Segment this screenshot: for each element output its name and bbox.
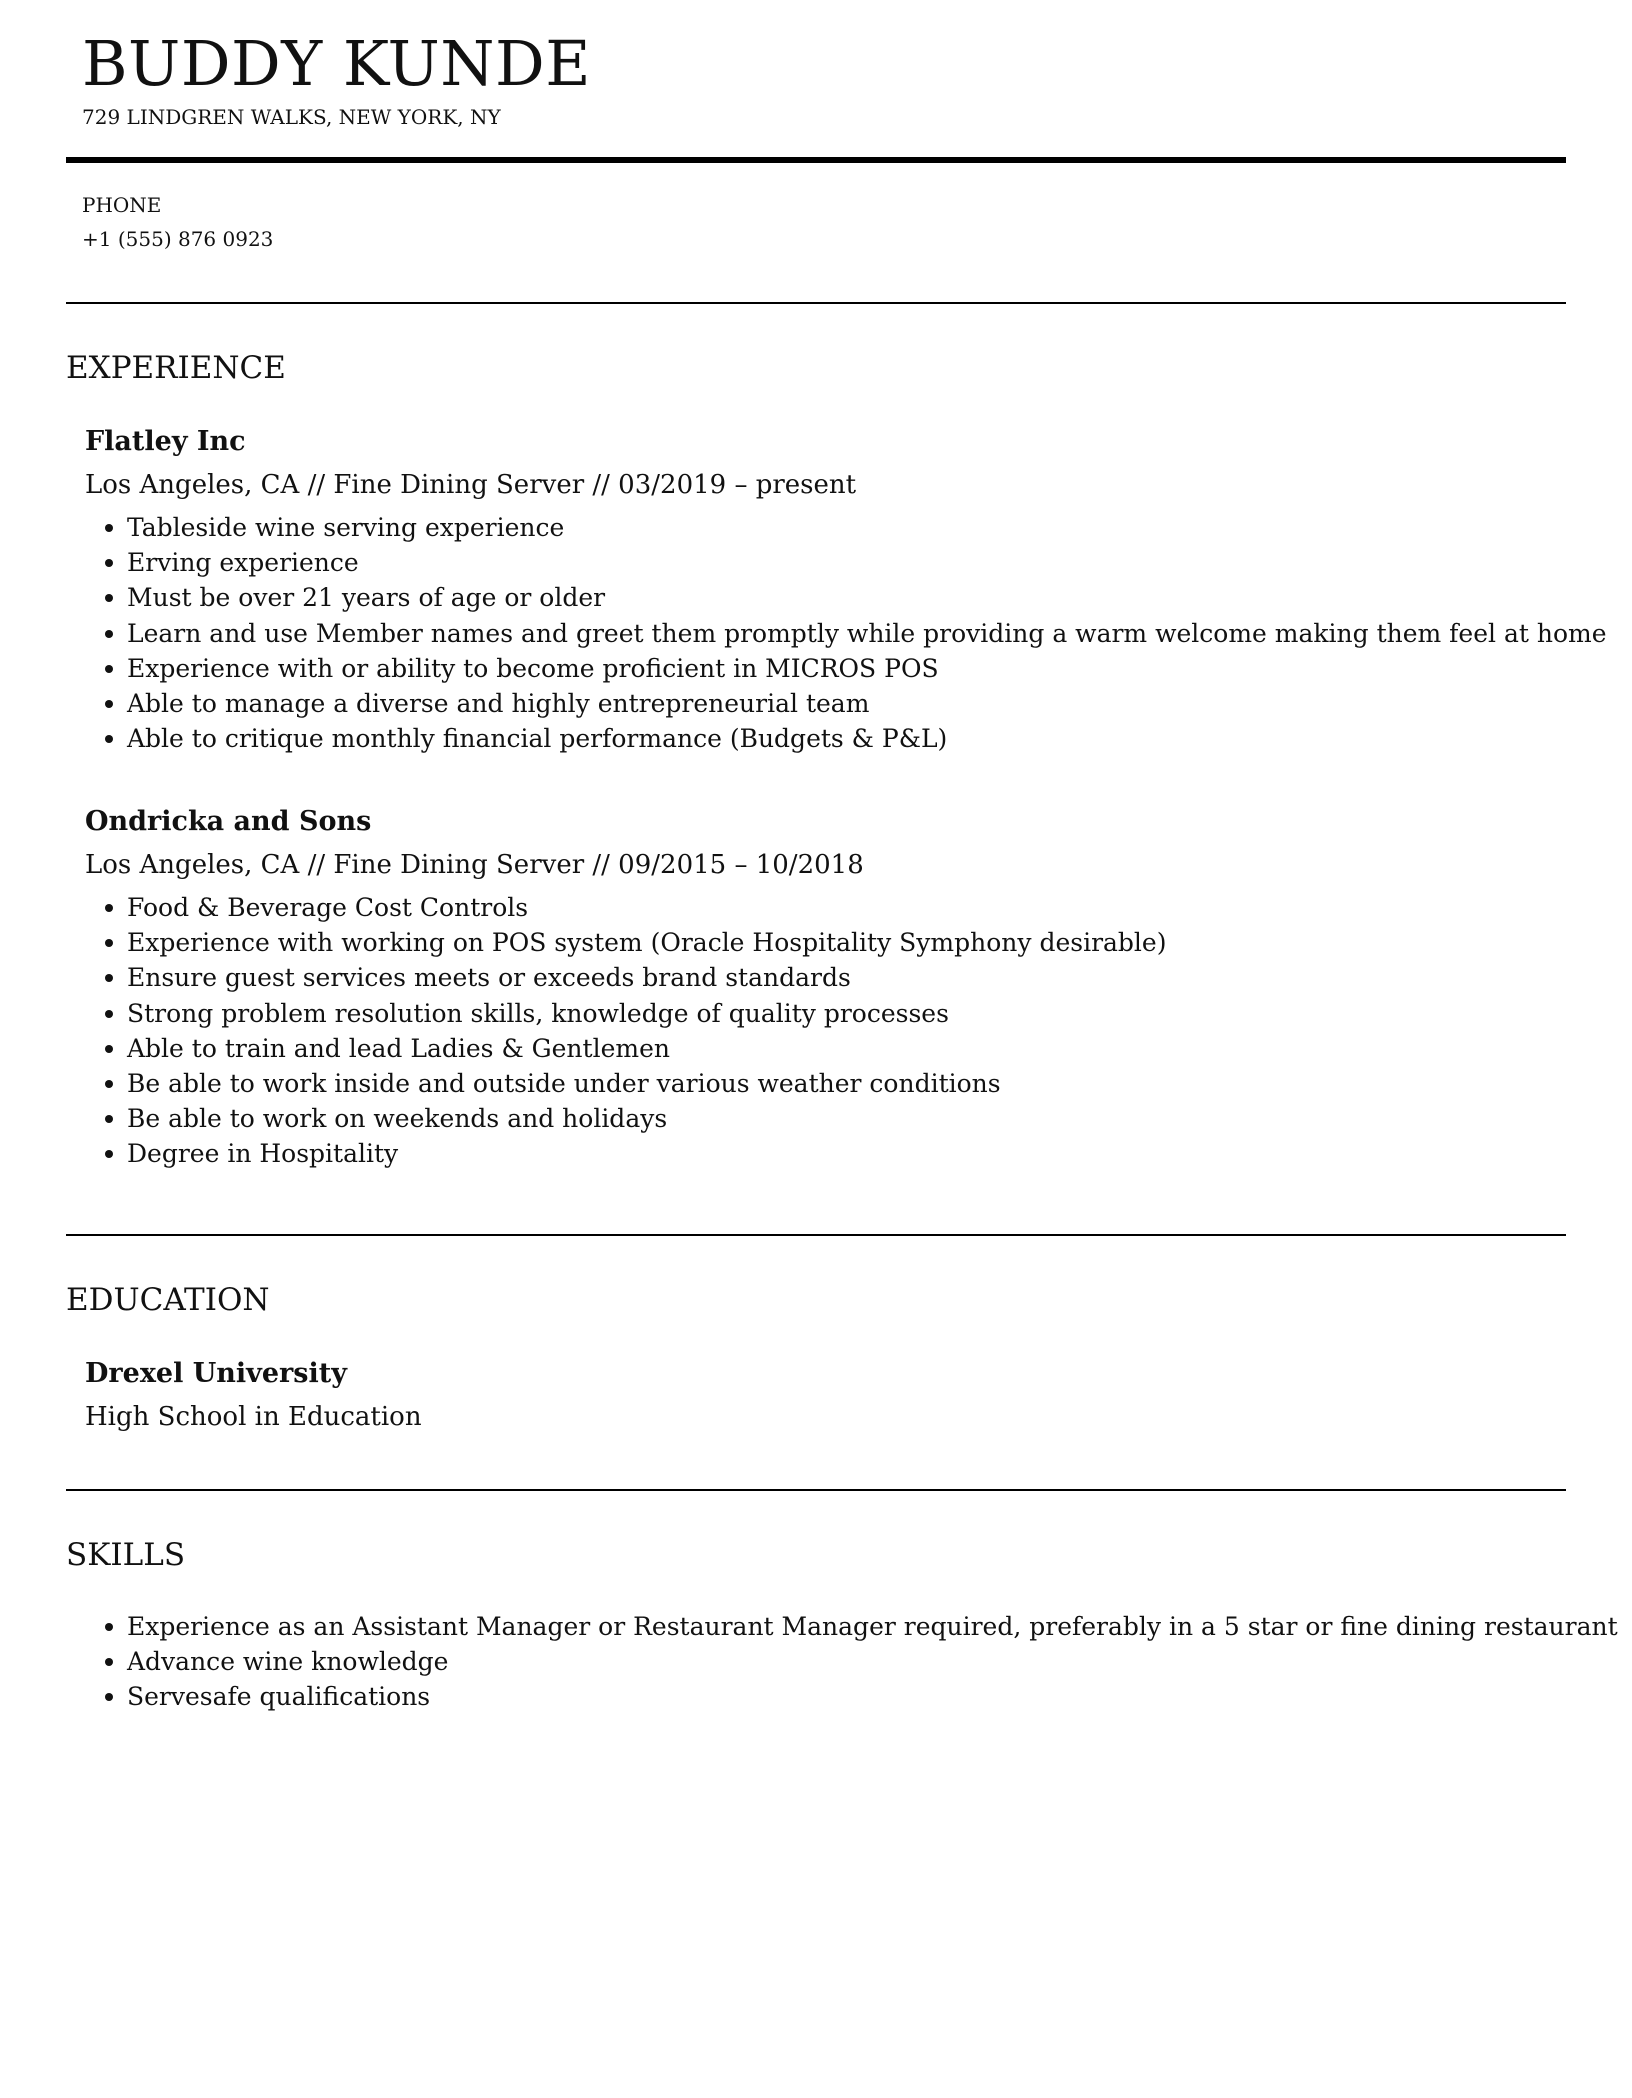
job-bullet-list [85,510,1607,756]
job-bullet: Experience with working on POS system (Oracle Hospitality Symphony desirable) [85,925,1166,960]
candidate-name: BUDDY KUNDE [82,27,591,100]
education-divider [66,1489,1566,1491]
job-bullet: Strong problem resolution skills, knowledge of quality processes [85,996,1166,1031]
education-degree: High School in Education [85,1402,422,1432]
phone-label: PHONE [82,193,162,217]
job-bullet: Be able to work inside and outside under various weather conditions [85,1066,1166,1101]
job-bullet-list [85,890,1166,1172]
skills-list [85,1609,1618,1715]
job-company: Ondricka and Sons [85,806,372,837]
job-bullet: Degree in Hospitality [85,1136,1166,1171]
job-bullet: Able to critique monthly financial performance (Budgets & P&L) [85,721,1607,756]
job-bullet: Able to manage a diverse and highly entrepreneurial team [85,686,1607,721]
phone-value: +1 (555) 876 0923 [82,227,274,251]
job-bullet: Tableside wine serving experience [85,510,1607,545]
job-bullet: Erving experience [85,545,1607,580]
job-bullet: Learn and use Member names and greet them promptly while providing a warm welcome making them feel at home [85,616,1607,651]
header-divider [66,157,1566,163]
job-bullet: Able to train and lead Ladies & Gentlemen [85,1031,1166,1066]
experience-heading: EXPERIENCE [66,350,286,386]
job-company: Flatley Inc [85,426,246,457]
skill-item: Advance wine knowledge [85,1644,1618,1679]
skill-item: Servesafe qualifications [85,1679,1618,1714]
job-bullet: Experience with or ability to become proficient in MICROS POS [85,651,1607,686]
job-meta: Los Angeles, CA // Fine Dining Server // 09/2015 – 10/2018 [85,850,864,880]
job-bullet: Must be over 21 years of age or older [85,580,1607,615]
experience-divider [66,1234,1566,1236]
job-bullet: Be able to work on weekends and holidays [85,1101,1166,1136]
education-heading: EDUCATION [66,1282,270,1318]
job-bullet: Ensure guest services meets or exceeds brand standards [85,960,1166,995]
skill-item: Experience as an Assistant Manager or Restaurant Manager required, preferably in a 5 star or fine dining restaurant [85,1609,1618,1644]
candidate-address: 729 LINDGREN WALKS, NEW YORK, NY [82,105,501,129]
contact-divider [66,302,1566,304]
skills-heading: SKILLS [66,1537,186,1573]
education-school: Drexel University [85,1358,347,1389]
job-bullet: Food & Beverage Cost Controls [85,890,1166,925]
job-meta: Los Angeles, CA // Fine Dining Server // 03/2019 – present [85,470,857,500]
